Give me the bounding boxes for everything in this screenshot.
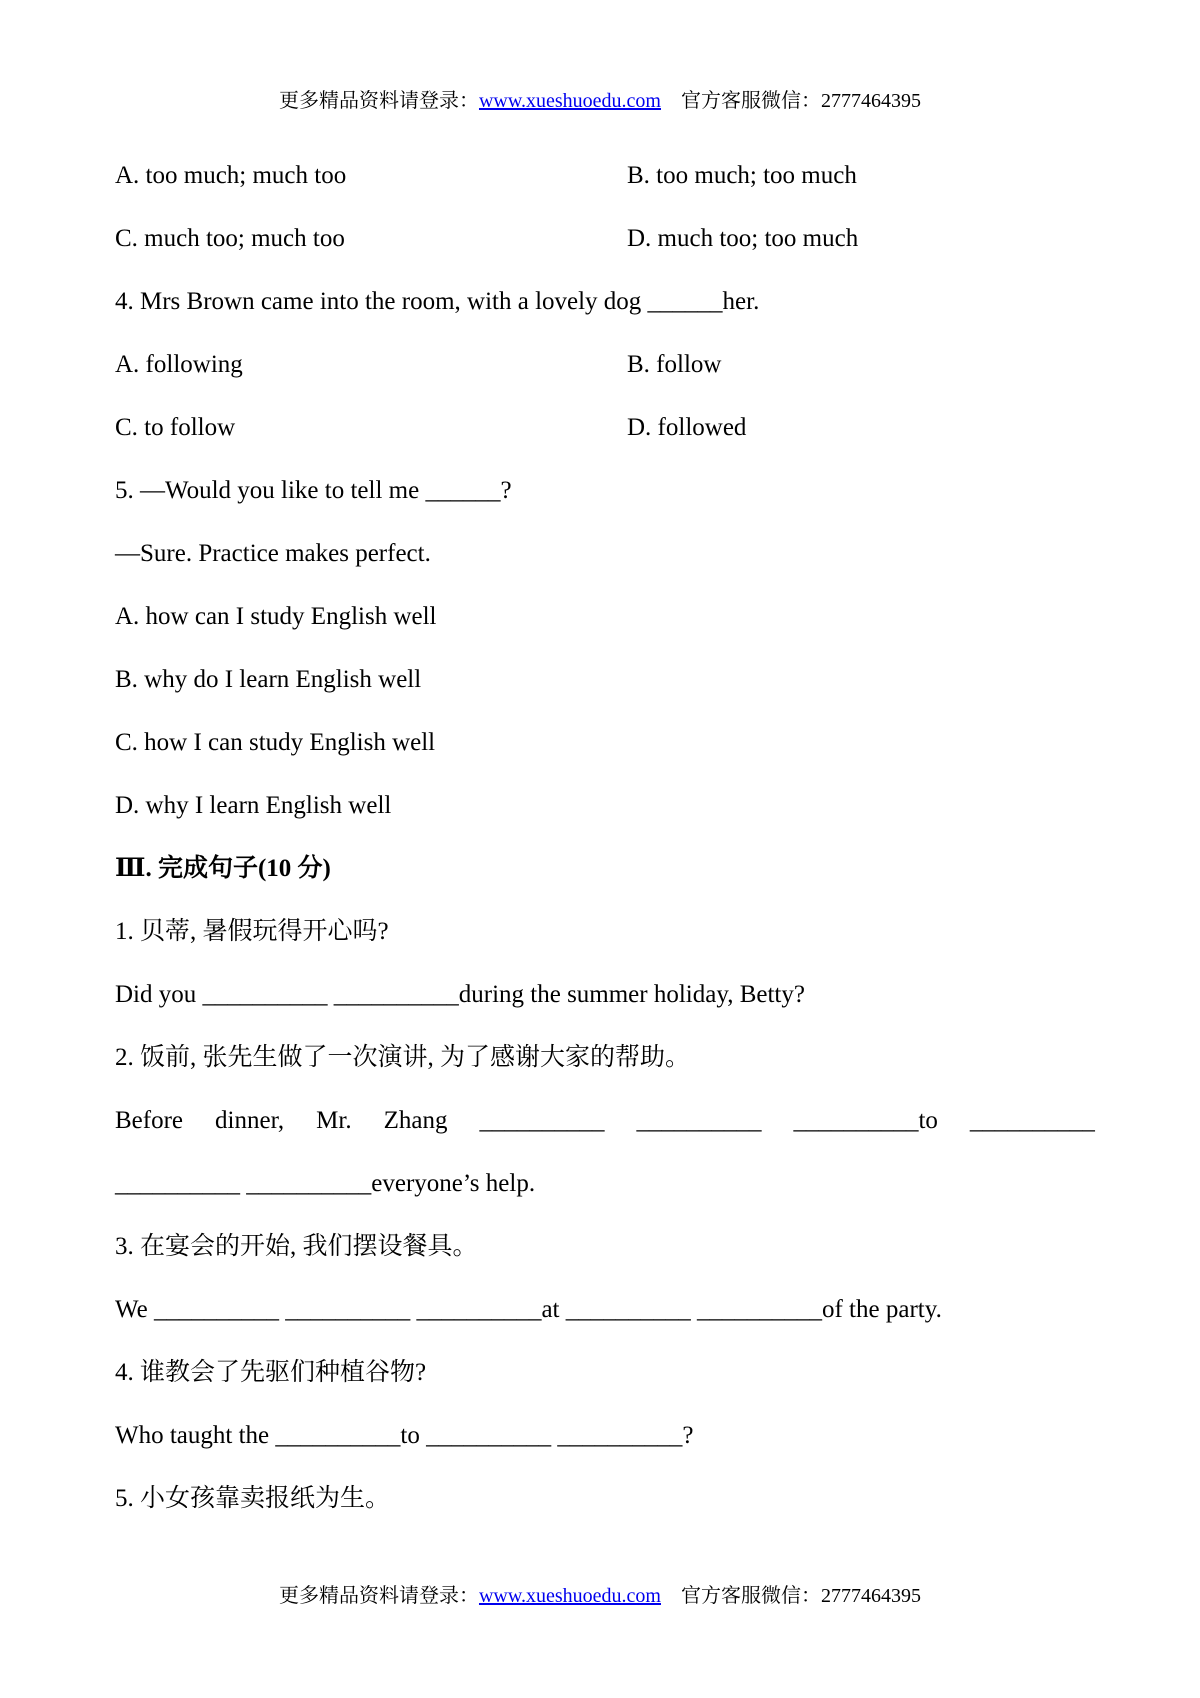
word: Zhang [383, 1107, 448, 1134]
footer-website-link[interactable]: www.xueshuoedu.com [478, 1585, 661, 1607]
q3-option-c: C. much too; much too [115, 225, 345, 252]
s3-item2-english-line2: __________ __________everyone’s help. [115, 1170, 536, 1197]
s3-item4-chinese: 4. 谁教会了先驱们种植谷物? [115, 1359, 427, 1386]
header-website-link[interactable]: www.xueshuoedu.com [478, 90, 661, 112]
q5-option-a: A. how can I study English well [115, 603, 437, 630]
q3-option-d: D. much too; too much [627, 225, 859, 252]
q5-option-d: D. why I learn English well [115, 792, 392, 819]
blank: __________ [969, 1107, 1095, 1134]
footer-prefix: 更多精品资料请登录： [278, 1585, 479, 1607]
s3-item4-english: Who taught the __________to __________ __________? [115, 1422, 694, 1449]
q5-reply: —Sure. Practice makes perfect. [115, 540, 431, 567]
s3-item1-chinese: 1. 贝蒂, 暑假玩得开心吗? [115, 918, 389, 945]
s3-item3-chinese: 3. 在宴会的开始, 我们摆设餐具。 [115, 1233, 478, 1260]
q4-option-c: C. to follow [115, 414, 236, 441]
section-3-title: Ⅲ. 完成句子(10 分) [115, 855, 331, 882]
s3-item2-english-line1 [115, 1105, 1095, 1137]
s3-item3-english: We __________ __________ __________at __________ __________of the party. [115, 1296, 942, 1323]
q4-option-a: A. following [115, 351, 243, 378]
q5-option-c: C. how I can study English well [115, 729, 436, 756]
page-footer [0, 1583, 1200, 1609]
s3-item5-chinese: 5. 小女孩靠卖报纸为生。 [115, 1485, 391, 1512]
q5-option-b: B. why do I learn English well [115, 666, 422, 693]
page-header [0, 88, 1200, 114]
q3-option-a: A. too much; much too [115, 162, 347, 189]
s3-item2-chinese: 2. 饭前, 张先生做了一次演讲, 为了感谢大家的帮助。 [115, 1044, 691, 1071]
word: Mr. [316, 1107, 352, 1134]
word: Before [115, 1107, 184, 1134]
blank: __________ [636, 1107, 762, 1134]
q4-option-d: D. followed [627, 414, 747, 441]
s3-item1-english: Did you __________ __________during the summer holiday, Betty? [115, 981, 805, 1008]
q5-stem: 5. —Would you like to tell me ______? [115, 477, 512, 504]
q4-option-b: B. follow [627, 351, 722, 378]
header-prefix: 更多精品资料请登录： [278, 90, 479, 112]
q4-stem: 4. Mrs Brown came into the room, with a lovely dog ______her. [115, 288, 760, 315]
footer-contact: 官方客服微信：2777464395 [681, 1585, 921, 1607]
q3-option-b: B. too much; too much [627, 162, 857, 189]
blank: __________to [793, 1107, 938, 1134]
blank: __________ [479, 1107, 605, 1134]
word: dinner, [215, 1107, 285, 1134]
header-contact: 官方客服微信：2777464395 [681, 90, 921, 112]
